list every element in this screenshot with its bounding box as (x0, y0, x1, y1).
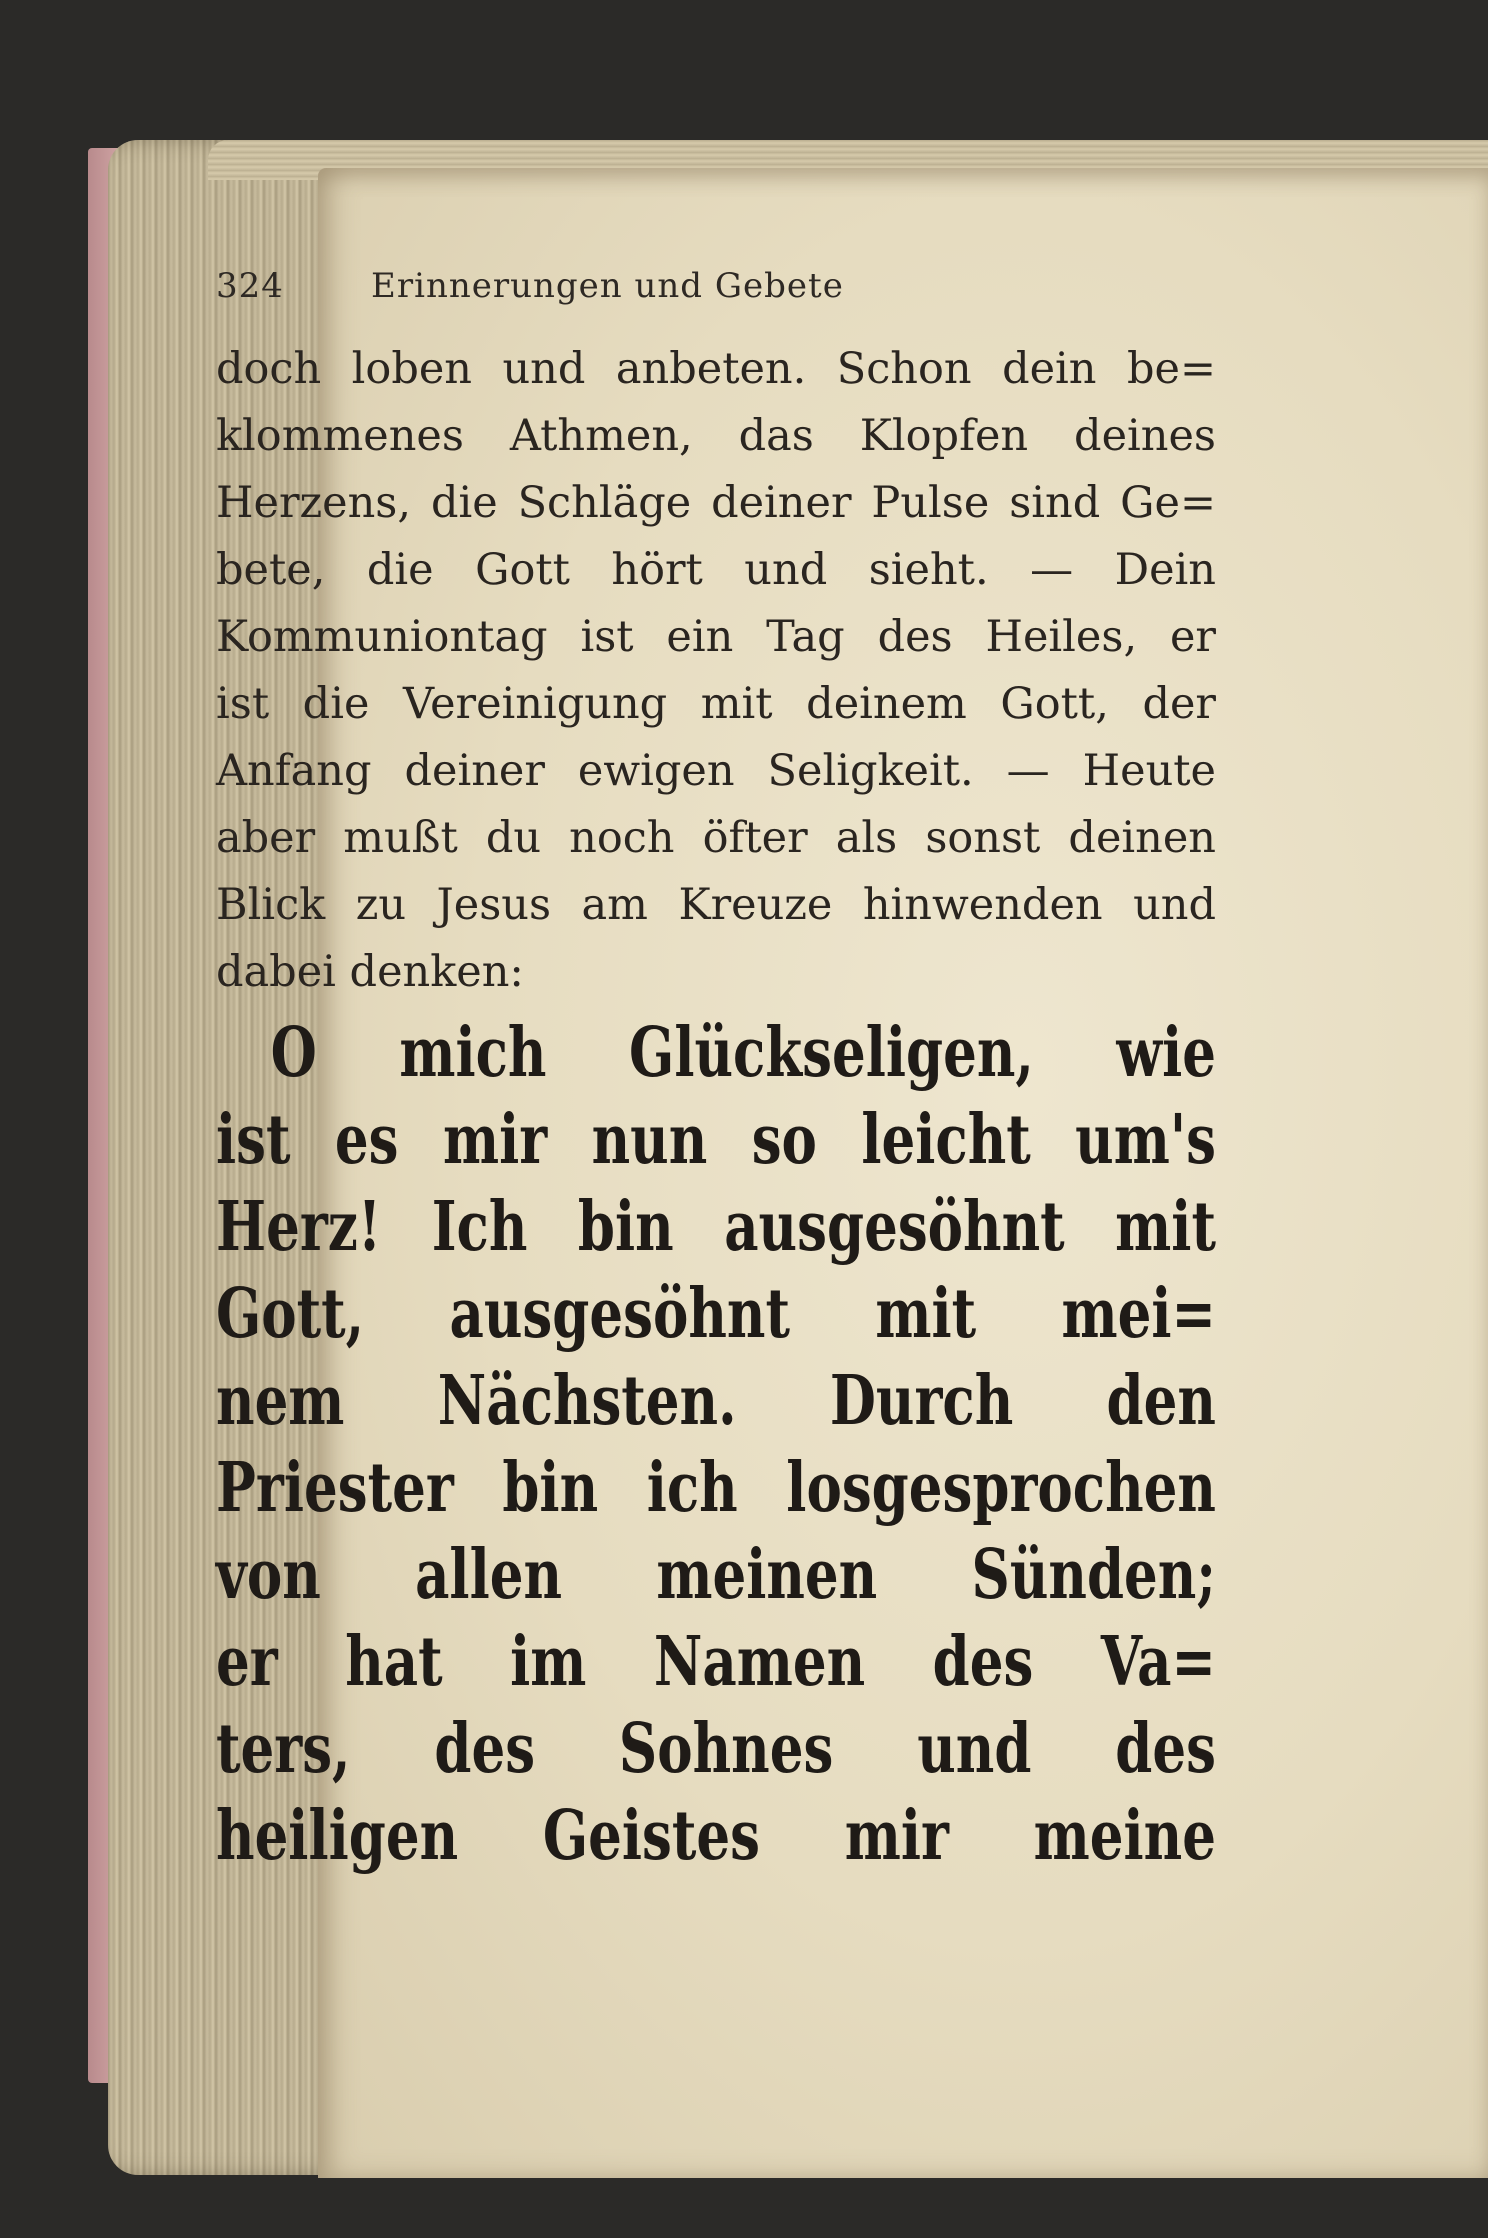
prayer-line: Gott, ausgesöhnt mit mei= (216, 1274, 1216, 1354)
body-line: aber mußt du noch öfter als sonst deinen (216, 813, 1216, 863)
running-head (216, 266, 1216, 316)
body-line: Kommuniontag ist ein Tag des Heiles, er (216, 612, 1216, 662)
body-paragraph (216, 336, 1216, 1006)
prayer-line: heiligen Geistes mir meine (216, 1796, 1216, 1876)
prayer-line: er hat im Namen des Va= (216, 1622, 1216, 1702)
prayer-line: Priester bin ich losgesprochen (216, 1448, 1216, 1528)
body-line: Herzens, die Schläge deiner Pulse sind Ge= (216, 478, 1216, 528)
prayer-line: Herz! Ich bin ausgesöhnt mit (216, 1187, 1216, 1267)
prayer-line: nem Nächsten. Durch den (216, 1361, 1216, 1441)
page-number: 324 (216, 266, 284, 306)
running-title: Erinnerungen und Gebete (371, 266, 844, 306)
prayer-paragraph (216, 1010, 1216, 1880)
body-line: ist die Vereinigung mit deinem Gott, der (216, 679, 1216, 729)
body-line: bete, die Gott hört und sieht. — Dein (216, 545, 1216, 595)
body-line: Anfang deiner ewigen Seligkeit. — Heute (216, 746, 1216, 796)
body-line: klommenes Athmen, das Klopfen deines (216, 411, 1216, 461)
prayer-line: von allen meinen Sünden; (216, 1535, 1216, 1615)
prayer-line: O mich Glückseligen, wie (270, 1013, 1216, 1093)
prayer-line: ters, des Sohnes und des (216, 1709, 1216, 1789)
prayer-line: ist es mir nun so leicht um's (216, 1100, 1216, 1180)
body-line: dabei denken: (216, 947, 524, 997)
body-line: Blick zu Jesus am Kreuze hinwenden und (216, 880, 1216, 930)
body-line: doch loben und anbeten. Schon dein be= (216, 344, 1216, 394)
